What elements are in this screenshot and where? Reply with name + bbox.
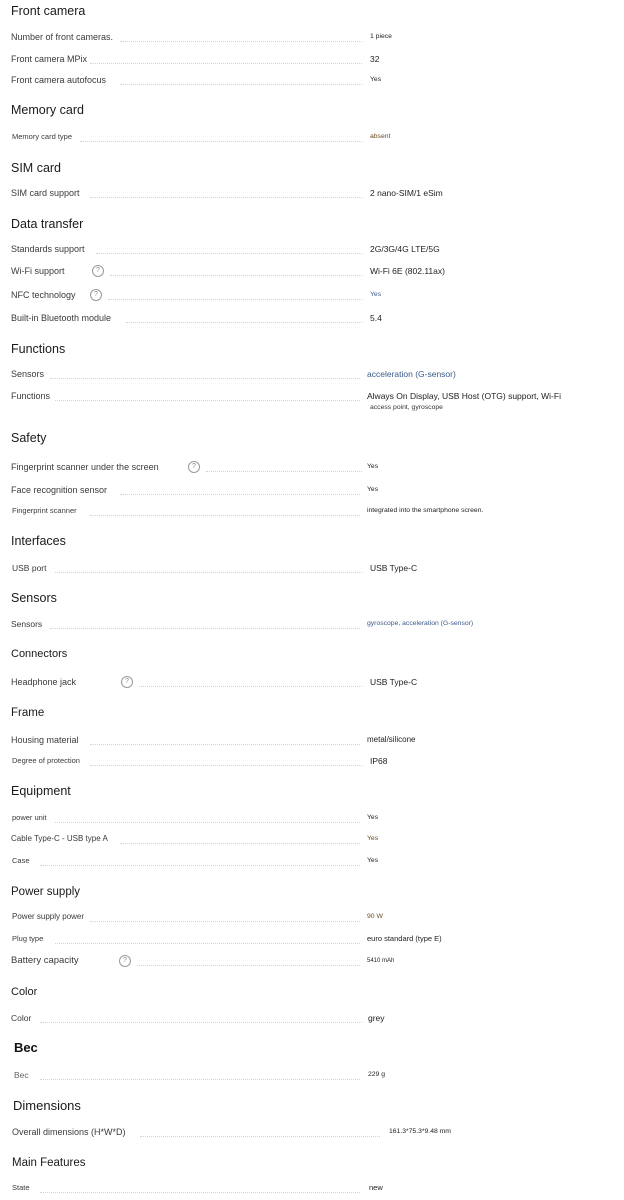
spec-row-nfc xyxy=(0,286,624,304)
spec-value: Yes xyxy=(367,814,379,821)
spec-value: Always On Display, USB Host (OTG) support, Wi-Fi xyxy=(367,391,561,401)
spec-label: Functions xyxy=(11,391,51,401)
dotted-leader xyxy=(139,686,362,687)
dotted-leader xyxy=(110,275,362,276)
spec-label: Cable Type-C - USB type A xyxy=(11,834,108,843)
spec-value: Yes xyxy=(367,835,379,842)
spec-label: State xyxy=(12,1183,30,1192)
spec-value: new xyxy=(369,1183,383,1192)
help-icon[interactable]: ? xyxy=(121,676,133,688)
spec-value: Yes xyxy=(370,291,382,298)
dotted-leader xyxy=(120,41,362,42)
section-title-weight: Вес xyxy=(14,1040,38,1055)
spec-row-sensors xyxy=(0,615,624,633)
spec-label: Memory card type xyxy=(12,132,73,141)
dotted-leader xyxy=(55,822,360,823)
spec-label: Degree of protection xyxy=(12,756,80,765)
spec-value: 90 W xyxy=(367,913,383,920)
spec-label: Fingerprint scanner under the screen xyxy=(11,462,159,472)
spec-value: integrated into the smartphone screen. xyxy=(367,507,484,514)
spec-value: 229 g xyxy=(368,1071,386,1078)
section-title-memory-card: Memory card xyxy=(11,103,84,117)
spec-value: Wi-Fi 6E (802.11ax) xyxy=(370,266,445,276)
spec-row-battery-capacity xyxy=(0,952,624,970)
spec-label: Вес xyxy=(14,1070,29,1080)
dotted-leader xyxy=(55,400,360,401)
spec-row-memory-card-type xyxy=(0,128,624,146)
dotted-leader xyxy=(50,378,360,379)
spec-row-color xyxy=(0,1009,624,1027)
spec-row-case xyxy=(0,852,624,870)
help-icon[interactable]: ? xyxy=(188,461,200,473)
spec-value: grey xyxy=(368,1013,385,1023)
section-title-interfaces: Interfaces xyxy=(11,534,66,548)
spec-label: Color xyxy=(11,1013,32,1023)
section-title-sensors: Sensors xyxy=(11,591,57,605)
spec-label: Number of front cameras. xyxy=(11,32,114,42)
dotted-leader xyxy=(140,1136,380,1137)
spec-label: Housing material xyxy=(11,735,79,745)
spec-row-sim-card-support xyxy=(0,184,624,202)
spec-label: NFC technology xyxy=(11,290,76,300)
spec-value: IP68 xyxy=(370,756,388,766)
dotted-leader xyxy=(137,965,360,966)
dotted-leader xyxy=(120,843,360,844)
spec-label: Battery capacity xyxy=(11,955,79,966)
spec-row-standards-support xyxy=(0,240,624,258)
spec-label: SIM card support xyxy=(11,188,80,198)
spec-label: Front camera MPix xyxy=(11,54,88,64)
section-title-front-camera: Front camera xyxy=(11,4,86,18)
section-title-power-supply: Power supply xyxy=(11,886,81,898)
dotted-leader xyxy=(96,253,362,254)
help-icon[interactable]: ? xyxy=(119,955,131,967)
spec-label: Overall dimensions (H*W*D) xyxy=(12,1127,126,1137)
spec-value: Yes xyxy=(367,857,379,864)
spec-value: metal/silicone xyxy=(367,735,416,744)
spec-row-state xyxy=(0,1179,624,1197)
dotted-leader xyxy=(50,628,360,629)
spec-row-overall-dimensions xyxy=(0,1123,624,1141)
spec-row-cable xyxy=(0,830,624,848)
section-title-main-features: Main Features xyxy=(12,1157,86,1169)
section-title-frame: Frame xyxy=(11,707,45,719)
spec-row-front-camera-autofocus xyxy=(0,71,624,89)
dotted-leader xyxy=(126,322,362,323)
dotted-leader xyxy=(90,921,360,922)
dotted-leader xyxy=(40,865,360,866)
spec-row-fingerprint-under-screen xyxy=(0,458,624,476)
spec-label: Face recognition sensor xyxy=(11,485,108,495)
dotted-leader xyxy=(90,515,360,516)
spec-row-front-camera-count xyxy=(0,28,624,46)
spec-row-functions-sensors xyxy=(0,365,624,383)
spec-label: Built-in Bluetooth module xyxy=(11,313,112,323)
spec-value: acceleration (G-sensor) xyxy=(367,369,456,379)
spec-value: gyroscope, acceleration (G-sensor) xyxy=(367,620,474,627)
spec-label: Front camera autofocus xyxy=(11,75,107,85)
spec-row-wifi-support xyxy=(0,262,624,280)
spec-label: Fingerprint scanner xyxy=(12,506,77,515)
section-title-safety: Safety xyxy=(11,431,47,445)
spec-row-housing-material xyxy=(0,731,624,749)
spec-value: USB Type-C xyxy=(370,677,418,687)
spec-value: USB Type-C xyxy=(370,563,418,573)
dotted-leader xyxy=(90,744,360,745)
spec-label: power unit xyxy=(12,813,47,822)
dotted-leader xyxy=(120,494,360,495)
section-title-equipment: Equipment xyxy=(11,784,71,798)
spec-row-functions-list xyxy=(0,387,624,417)
spec-value: 161.3*75.3*9.48 mm xyxy=(389,1128,451,1135)
dotted-leader xyxy=(40,1022,362,1023)
spec-row-front-camera-mpix xyxy=(0,50,624,68)
spec-row-degree-of-protection xyxy=(0,752,624,770)
spec-label: Standards support xyxy=(11,244,85,254)
spec-value: 2 nano-SIM/1 eSim xyxy=(370,188,443,198)
spec-row-power-supply-power xyxy=(0,908,624,926)
spec-value: absent xyxy=(370,133,391,140)
dotted-leader xyxy=(120,84,362,85)
spec-value: 32 xyxy=(370,54,380,64)
dotted-leader xyxy=(40,1192,360,1193)
section-title-color: Color xyxy=(11,986,38,998)
dotted-leader xyxy=(90,63,362,64)
spec-row-power-unit xyxy=(0,809,624,827)
dotted-leader xyxy=(80,141,362,142)
section-title-dimensions: Dimensions xyxy=(13,1098,81,1113)
dotted-leader xyxy=(55,943,360,944)
spec-value: 5.4 xyxy=(370,313,382,323)
section-title-connectors: Connectors xyxy=(11,648,68,660)
spec-value: 1 piece xyxy=(370,33,392,40)
section-title-sim-card: SIM card xyxy=(11,161,62,175)
section-title-functions: Functions xyxy=(11,342,66,356)
spec-label: Sensors xyxy=(11,369,45,379)
spec-row-plug-type xyxy=(0,930,624,948)
spec-label: Headphone jack xyxy=(11,677,77,687)
section-title-data-transfer: Data transfer xyxy=(11,217,84,231)
spec-value: Yes xyxy=(367,463,379,470)
dotted-leader xyxy=(206,471,362,472)
dotted-leader xyxy=(90,765,362,766)
spec-row-face-recognition xyxy=(0,481,624,499)
dotted-leader xyxy=(40,1079,360,1080)
dotted-leader xyxy=(90,197,362,198)
help-icon[interactable]: ? xyxy=(92,265,104,277)
spec-row-fingerprint-scanner xyxy=(0,502,624,520)
spec-value: Yes xyxy=(367,486,379,493)
spec-label: Sensors xyxy=(11,619,43,629)
spec-label: Plug type xyxy=(12,934,44,943)
spec-label: Wi-Fi support xyxy=(11,266,65,276)
spec-value: 5410 mAh xyxy=(367,958,395,964)
spec-row-weight xyxy=(0,1066,624,1084)
spec-value: 2G/3G/4G LTE/5G xyxy=(370,244,440,254)
dotted-leader xyxy=(108,299,362,300)
spec-label: Case xyxy=(12,856,30,865)
spec-row-bluetooth xyxy=(0,309,624,327)
spec-value: Yes xyxy=(370,76,382,83)
spec-value: euro standard (type E) xyxy=(367,934,442,943)
spec-label: USB port xyxy=(12,563,47,573)
spec-row-headphone-jack xyxy=(0,673,624,691)
spec-value-continued: access point, gyroscope xyxy=(370,404,443,411)
spec-label: Power supply power xyxy=(12,912,85,921)
spec-row-usb-port xyxy=(0,559,624,577)
help-icon[interactable]: ? xyxy=(90,289,102,301)
dotted-leader xyxy=(55,572,362,573)
